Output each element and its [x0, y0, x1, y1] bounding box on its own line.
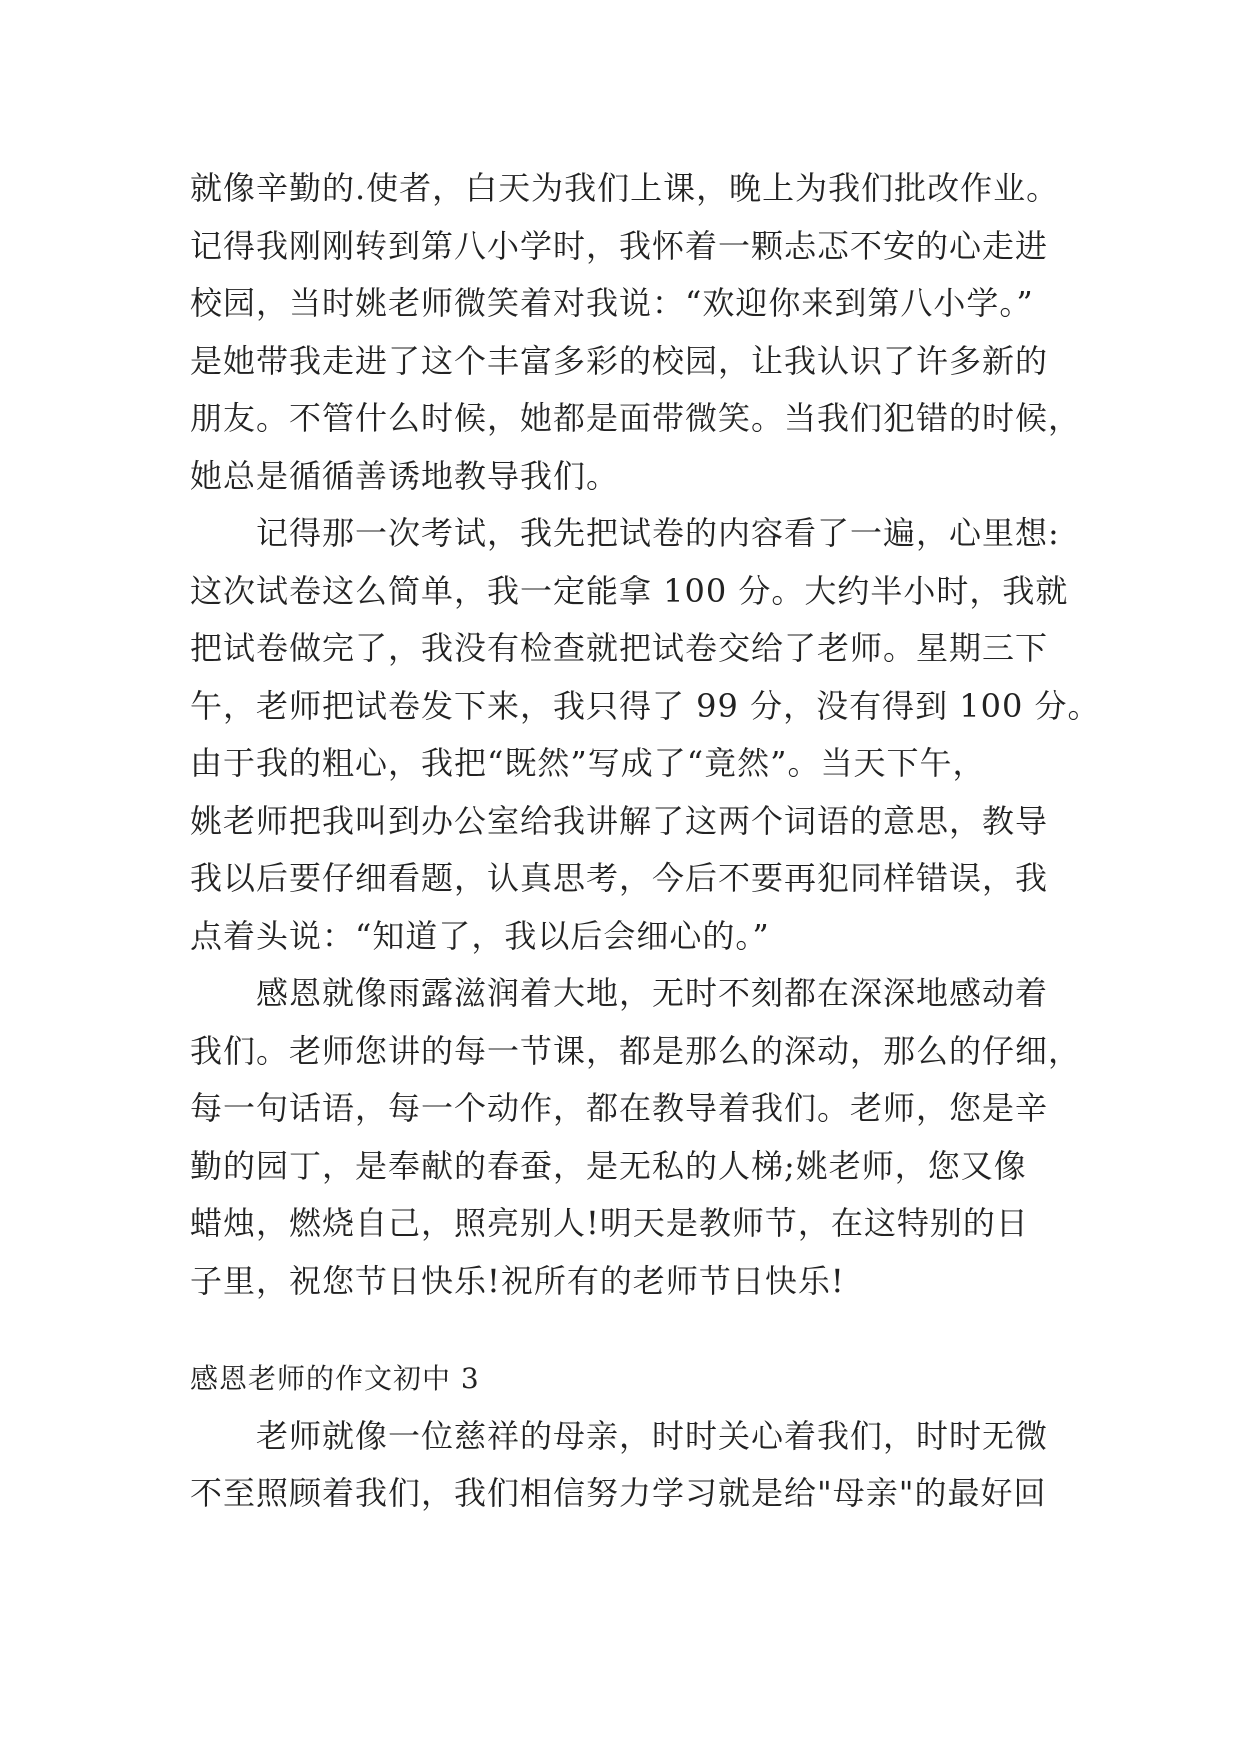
section-gap: [190, 1310, 1070, 1350]
text-line: 午，老师把试卷发下来，我只得了 99 分，没有得到 100 分。: [190, 686, 1101, 725]
text-line: 勤的园丁，是奉献的春蚕，是无私的人梯;姚老师，您又像: [190, 1146, 1027, 1185]
text-line: 把试卷做完了，我没有检查就把试卷交给了老师。星期三下: [190, 629, 1049, 667]
section-heading: 感恩老师的作文初中 3: [190, 1362, 480, 1395]
essay-body: [190, 160, 1101, 1523]
text-line: 子里，祝您节日快乐!祝所有的老师节日快乐!: [190, 1261, 845, 1300]
text-line: 朋友。不管什么时候，她都是面带微笑。当我们犯错的时候，: [190, 399, 1082, 437]
text-line: 我以后要仔细看题，认真思考，今后不要再犯同样错误，我: [190, 859, 1049, 897]
text-line: 点着头说：“知道了，我以后会细心的。”: [190, 916, 770, 955]
text-line: 我们。老师您讲的每一节课，都是那么的深动，那么的仔细，: [190, 1031, 1082, 1070]
text-line: 记得那一次考试，我先把试卷的内容看了一遍，心里想:: [190, 514, 1060, 552]
text-line: 她总是循循善诱地教导我们。: [190, 456, 620, 495]
text-line: 校园，当时姚老师微笑着对我说：“欢迎你来到第八小学。”: [190, 284, 1034, 322]
text-line: 蜡烛，燃烧自己，照亮别人!明天是教师节，在这特别的日: [190, 1204, 1029, 1242]
text-line: 记得我刚刚转到第八小学时，我怀着一颗忐忑不安的心走进: [190, 226, 1049, 265]
text-line: 是她带我走进了这个丰富多彩的校园，让我认识了许多新的: [190, 341, 1049, 380]
text-line: 由于我的粗心，我把“既然”写成了“竟然”。当天下午，: [190, 744, 986, 782]
text-line: 感恩就像雨露滋润着大地，无时不刻都在深深地感动着: [190, 974, 1049, 1012]
text-line: 每一句话语，每一个动作，都在教导着我们。老师，您是辛: [190, 1089, 1049, 1127]
text-line: 不至照顾着我们，我们相信努力学习就是给"母亲"的最好回: [190, 1474, 1047, 1512]
text-line: 就像辛勤的.使者，白天为我们上课，晚上为我们批改作业。: [190, 169, 1060, 207]
text-line: 老师就像一位慈祥的母亲，时时关心着我们，时时无微: [190, 1416, 1049, 1455]
text-line: 姚老师把我叫到办公室给我讲解了这两个词语的意思，教导: [190, 801, 1049, 840]
text-line: 这次试卷这么简单，我一定能拿 100 分。大约半小时，我就: [190, 571, 1069, 610]
